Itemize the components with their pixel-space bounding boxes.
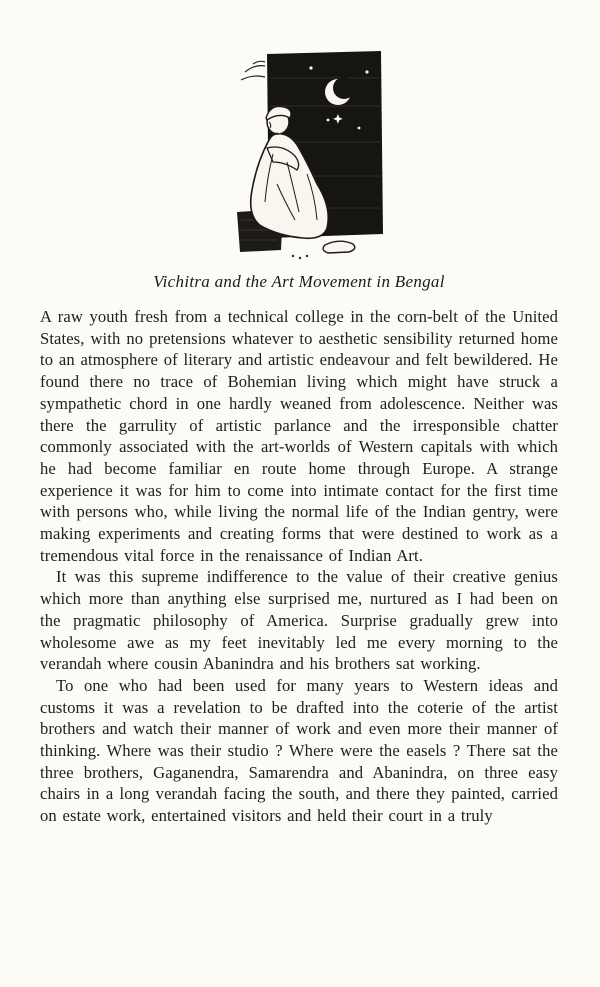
ground-dots: [292, 255, 308, 259]
paragraph-1: A raw youth fresh from a technical college in the corn-belt of the United States, with no pretensions whatever to aesthetic sensibility returned home to an atmosphere of literary and artistic endeavour and felt bewildered. He found there no trace of Bohemian living which might have struck a sympathetic chord in one hardly weaned from adolescence. Neither was there the garrulity of artistic parlance and the irresponsible chatter commonly associated with the art-worlds of Western capitals with which he had become familiar en route home through Europe. A strange experience it was for him to come into intimate contact for the first time with persons who, while living the normal life of the Indian gentry, were making experiments and creating forms that were destined to work as a tremendous vital force in the renaissance of Indian Art.: [40, 307, 558, 565]
seated-figure-illustration: [207, 44, 391, 262]
body-text: [40, 306, 558, 827]
chapter-title: Vichitra and the Art Movement in Bengal: [153, 272, 445, 291]
paragraph-3: To one who had been used for many years to Western ideas and customs it was a revelation to be drafted into the coterie of the artist brothers and watch their manner of work and even more their manner of thinking. Where was their studio ? Where were the easels ? There sat the three brothers, Gaganendra, Samarendra and Abanindra, on three easy chairs in a long verandah facing the south, and there they painted, carried on estate work, entertained visitors and held their court in a truly: [40, 675, 558, 826]
sketch-marks: [241, 61, 265, 80]
paragraph-2: It was this supreme indifference to the value of their creative genius which more than anything else surprised me, nurtured as I had been on the pragmatic philosophy of America. Surprise gradually grew into wholesome awe as my feet inevitably led me every morning to the verandah where cousin Abanindra and his brothers sat working.: [40, 567, 558, 674]
slipper: [323, 241, 355, 253]
chapter-illustration: [40, 44, 558, 262]
